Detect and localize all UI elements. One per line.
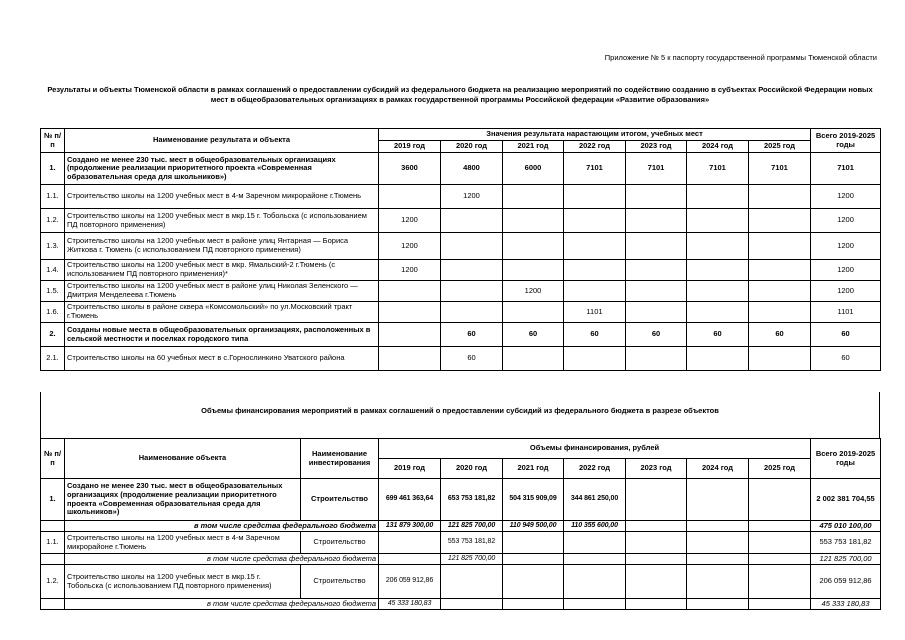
row-number: 1. — [41, 153, 65, 185]
row-value: 60 — [441, 323, 503, 347]
row-value — [749, 281, 811, 302]
row-value — [441, 302, 503, 323]
row-number: 1.5. — [41, 281, 65, 302]
row-value: 1200 — [379, 233, 441, 260]
section2-block — [40, 392, 880, 438]
fin-row-value — [503, 532, 564, 554]
fin-row-value — [503, 565, 564, 599]
fin-row-value: 504 315 909,09 — [503, 479, 564, 521]
row-value — [441, 260, 503, 281]
year-header: 2020 год — [441, 141, 503, 153]
row-value — [564, 185, 626, 209]
results-table — [40, 128, 881, 371]
fin-col-values-header: Объемы финансирования, рублей — [379, 439, 811, 459]
row-value — [687, 185, 749, 209]
empty-cell — [41, 554, 65, 565]
fin-row-value — [687, 479, 749, 521]
federal-budget-value: 45 333 180,83 — [379, 599, 441, 610]
financing-table — [40, 438, 881, 610]
year-header: 2019 год — [379, 141, 441, 153]
fin-row-value: 653 753 181,82 — [441, 479, 503, 521]
row-value: 60 — [626, 323, 687, 347]
fin-row-value — [749, 479, 811, 521]
row-value — [379, 347, 441, 371]
row-number: 1.1. — [41, 185, 65, 209]
empty-cell — [41, 599, 65, 610]
federal-budget-value — [379, 554, 441, 565]
federal-budget-total: 475 010 100,00 — [811, 521, 881, 532]
federal-budget-total: 45 333 180,83 — [811, 599, 881, 610]
row-value — [626, 260, 687, 281]
fin-row-value — [626, 479, 687, 521]
row-total: 1200 — [811, 185, 881, 209]
col-total-header: Всего 2019-2025 годы — [811, 129, 881, 153]
row-value — [749, 185, 811, 209]
federal-budget-total: 121 825 700,00 — [811, 554, 881, 565]
row-value — [749, 302, 811, 323]
row-name: Строительство школы на 1200 учебных мест в районе улиц Николая Зеленского — Дмитрия Менделеева г.Тюмень — [65, 281, 379, 302]
year-header: 2021 год — [503, 141, 564, 153]
fin-year-header: 2022 год — [564, 459, 626, 479]
row-total: 1200 — [811, 260, 881, 281]
fin-row-value — [626, 532, 687, 554]
federal-budget-value — [626, 599, 687, 610]
year-header: 2025 год — [749, 141, 811, 153]
fin-row-total: 553 753 181,82 — [811, 532, 881, 554]
fin-year-header: 2021 год — [503, 459, 564, 479]
fin-year-header: 2020 год — [441, 459, 503, 479]
table-row — [41, 302, 881, 323]
fin-row-number: 1. — [41, 479, 65, 521]
federal-budget-value — [687, 599, 749, 610]
row-value — [379, 323, 441, 347]
row-value: 1200 — [441, 185, 503, 209]
fin-row-name: Строительство школы на 1200 учебных мест в 4-м Заречном микрорайоне г.Тюмень — [65, 532, 301, 554]
row-value: 60 — [564, 323, 626, 347]
table-row — [41, 347, 881, 371]
fin-col-total-header: Всего 2019-2025 годы — [811, 439, 881, 479]
row-total: 1200 — [811, 233, 881, 260]
row-value — [626, 302, 687, 323]
row-value — [564, 233, 626, 260]
row-total: 7101 — [811, 153, 881, 185]
federal-budget-label: в том числе средства федерального бюджета — [65, 554, 379, 565]
year-header: 2023 год — [626, 141, 687, 153]
row-value — [687, 281, 749, 302]
row-value — [687, 347, 749, 371]
row-value — [503, 209, 564, 233]
federal-budget-value — [749, 554, 811, 565]
fin-row-value — [564, 565, 626, 599]
row-value — [503, 185, 564, 209]
row-total: 60 — [811, 347, 881, 371]
row-value — [564, 281, 626, 302]
federal-budget-value — [749, 521, 811, 532]
fin-row-value — [564, 532, 626, 554]
federal-budget-value — [441, 599, 503, 610]
row-value: 60 — [749, 323, 811, 347]
federal-budget-value — [503, 599, 564, 610]
row-value — [749, 233, 811, 260]
row-name: Создано не менее 230 тыс. мест в общеобразовательных организациях (продолжение реализации приоритетного проекта «Современная образовательная среда для школьников») — [65, 153, 379, 185]
row-number: 1.6. — [41, 302, 65, 323]
row-value — [503, 260, 564, 281]
fin-col-inv-header: Наименование инвестирования — [301, 439, 379, 479]
fin-year-header: 2023 год — [626, 459, 687, 479]
row-value — [626, 281, 687, 302]
federal-budget-value: 121 825 700,00 — [441, 554, 503, 565]
row-number: 1.2. — [41, 209, 65, 233]
row-total: 1200 — [811, 209, 881, 233]
federal-budget-label: в том числе средства федерального бюджета — [65, 599, 379, 610]
row-value: 1200 — [379, 209, 441, 233]
col-num-header: № п/п — [41, 129, 65, 153]
table-row — [41, 153, 881, 185]
table-row — [41, 323, 881, 347]
row-name: Строительство школы на 1200 учебных мест в 4-м Заречном микрорайоне г.Тюмень — [65, 185, 379, 209]
federal-budget-value — [564, 554, 626, 565]
row-value — [564, 260, 626, 281]
fin-row-total: 2 002 381 704,55 — [811, 479, 881, 521]
fin-row-value: 553 753 181,82 — [441, 532, 503, 554]
fin-row-name: Создано не менее 230 тыс. мест в общеобразовательных организациях (продолжение реализации приоритетного проекта «Современная образовательная среда для школьников») — [65, 479, 301, 521]
federal-budget-label: в том числе средства федерального бюджета — [65, 521, 379, 532]
row-total: 1101 — [811, 302, 881, 323]
fin-row-investment: Строительство — [301, 479, 379, 521]
fin-row-value — [687, 565, 749, 599]
row-total: 1200 — [811, 281, 881, 302]
year-header: 2024 год — [687, 141, 749, 153]
row-value: 7101 — [749, 153, 811, 185]
row-value — [749, 209, 811, 233]
fin-row-value — [441, 565, 503, 599]
row-value — [626, 185, 687, 209]
row-number: 2. — [41, 323, 65, 347]
federal-budget-value — [626, 554, 687, 565]
federal-budget-value — [564, 599, 626, 610]
row-value — [503, 233, 564, 260]
fin-year-header: 2019 год — [379, 459, 441, 479]
row-value — [503, 302, 564, 323]
fin-row-value — [749, 565, 811, 599]
row-value — [441, 281, 503, 302]
row-value — [564, 209, 626, 233]
fin-row-number: 1.1. — [41, 532, 65, 554]
row-number: 2.1. — [41, 347, 65, 371]
row-number: 1.4. — [41, 260, 65, 281]
federal-budget-row — [41, 599, 881, 610]
row-value: 60 — [441, 347, 503, 371]
row-value — [564, 347, 626, 371]
fin-year-header: 2024 год — [687, 459, 749, 479]
row-value: 7101 — [687, 153, 749, 185]
federal-budget-value — [749, 599, 811, 610]
row-total: 60 — [811, 323, 881, 347]
row-name: Строительство школы на 60 учебных мест в с.Горнослинкино Уватского района — [65, 347, 379, 371]
row-name: Строительство школы на 1200 учебных мест в районе улиц Янтарная — Бориса Житкова г. Тюмень (с использованием ПД повторного применения) — [65, 233, 379, 260]
federal-budget-row — [41, 521, 881, 532]
fin-year-header: 2025 год — [749, 459, 811, 479]
row-value — [687, 260, 749, 281]
row-value — [687, 233, 749, 260]
fin-row-value — [379, 532, 441, 554]
table-row — [41, 565, 881, 599]
row-value — [626, 209, 687, 233]
row-value: 1200 — [503, 281, 564, 302]
row-value — [379, 302, 441, 323]
table-row — [41, 185, 881, 209]
row-name: Строительство школы на 1200 учебных мест в мкр.15 г. Тобольска (с использованием ПД повторного применения) — [65, 209, 379, 233]
row-value: 6000 — [503, 153, 564, 185]
table-row — [41, 260, 881, 281]
row-value: 60 — [687, 323, 749, 347]
row-value: 7101 — [564, 153, 626, 185]
row-value — [749, 347, 811, 371]
federal-budget-value — [626, 521, 687, 532]
row-value — [749, 260, 811, 281]
row-value — [379, 281, 441, 302]
table-row — [41, 479, 881, 521]
row-value — [503, 347, 564, 371]
fin-row-value — [749, 532, 811, 554]
federal-budget-value — [687, 554, 749, 565]
fin-row-value: 699 461 363,64 — [379, 479, 441, 521]
fin-row-investment: Строительство — [301, 565, 379, 599]
fin-row-value — [687, 532, 749, 554]
row-number: 1.3. — [41, 233, 65, 260]
fin-row-value: 344 861 250,00 — [564, 479, 626, 521]
fin-row-value — [626, 565, 687, 599]
row-name: Созданы новые места в общеобразовательных организациях, расположенных в сельской местности и поселках городского типа — [65, 323, 379, 347]
federal-budget-value: 121 825 700,00 — [441, 521, 503, 532]
federal-budget-value — [687, 521, 749, 532]
fin-row-investment: Строительство — [301, 532, 379, 554]
federal-budget-value — [503, 554, 564, 565]
fin-row-number: 1.2. — [41, 565, 65, 599]
col-values-header: Значения результата нарастающим итогом, учебных мест — [379, 129, 811, 141]
federal-budget-row — [41, 554, 881, 565]
row-value: 1101 — [564, 302, 626, 323]
empty-cell — [41, 521, 65, 532]
row-value: 3600 — [379, 153, 441, 185]
row-value — [626, 233, 687, 260]
federal-budget-value: 110 355 600,00 — [564, 521, 626, 532]
fin-col-num-header: № п/п — [41, 439, 65, 479]
section2-title: Объемы финансирования мероприятий в рамках соглашений о предоставлении субсидий из федерального бюджета в разрезе объектов — [201, 406, 719, 415]
table-row — [41, 281, 881, 302]
year-header: 2022 год — [564, 141, 626, 153]
row-value — [441, 209, 503, 233]
row-value — [687, 209, 749, 233]
row-value — [379, 185, 441, 209]
federal-budget-value: 131 879 300,00 — [379, 521, 441, 532]
row-value: 7101 — [626, 153, 687, 185]
col-name-header: Наименование результата и объекта — [65, 129, 379, 153]
table-row — [41, 532, 881, 554]
row-name: Строительство школы в районе сквера «Комсомольский» по ул.Московский тракт г.Тюмень — [65, 302, 379, 323]
fin-row-total: 206 059 912,86 — [811, 565, 881, 599]
row-value: 4800 — [441, 153, 503, 185]
row-name: Строительство школы на 1200 учебных мест в мкр. Ямальский-2 г.Тюмень (с использованием ПД повторного применения)* — [65, 260, 379, 281]
appendix-note: Приложение № 5 к паспорту государственной программы Тюменской области — [604, 53, 877, 62]
row-value — [441, 233, 503, 260]
row-value — [687, 302, 749, 323]
table-row — [41, 209, 881, 233]
row-value — [626, 347, 687, 371]
table-row — [41, 233, 881, 260]
fin-row-value: 206 059 912,86 — [379, 565, 441, 599]
fin-row-name: Строительство школы на 1200 учебных мест в мкр.15 г. Тобольска (с использованием ПД повторного применения) — [65, 565, 301, 599]
row-value: 60 — [503, 323, 564, 347]
row-value: 1200 — [379, 260, 441, 281]
document-title: Результаты и объекты Тюменской области в рамках соглашений о предоставлении субсидий из федерального бюджета на реализацию мероприятий по содействию созданию в субъектах Российской Федерации новых мест в общеобразовательных организациях в рамках государственной программы Российской федерации «Развитие образования» — [47, 85, 873, 104]
fin-col-name-header: Наименование объекта — [65, 439, 301, 479]
federal-budget-value: 110 949 500,00 — [503, 521, 564, 532]
